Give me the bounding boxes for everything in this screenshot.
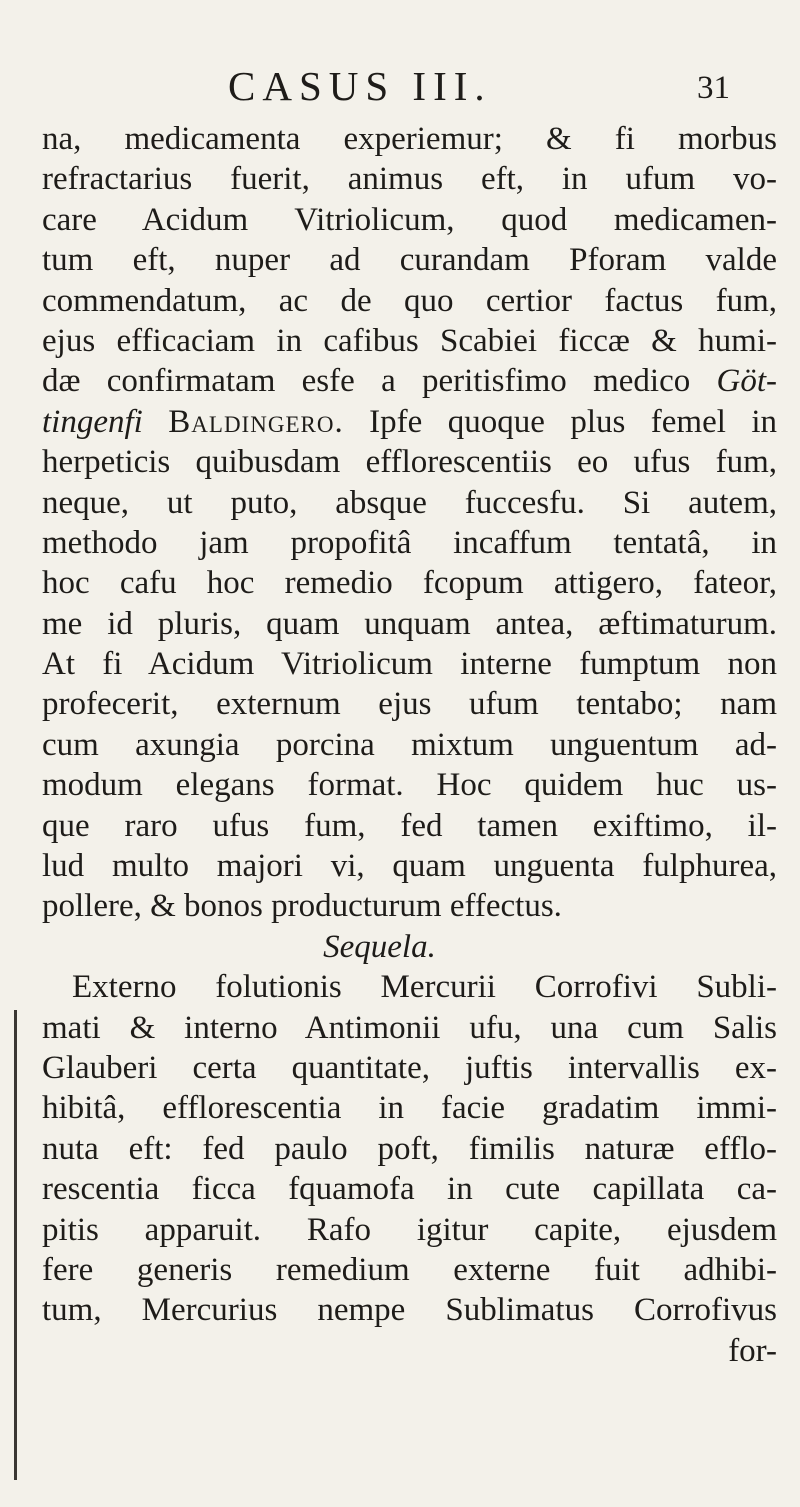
text-line: methodo jam propofitâ incaffum tentatâ, in [42, 524, 777, 561]
text-line: me id pluris, quam unquam antea, æftimaturum. [42, 605, 777, 642]
section-heading: Sequela. [323, 928, 436, 965]
text-line: na, medicamenta experiemur; & fi morbus [42, 121, 777, 157]
text-segment: dæ confirmatam esfe a peritisfimo medico [42, 363, 691, 400]
page-header [0, 62, 800, 112]
running-title: CASUS III. [228, 63, 492, 109]
text-line: tum eft, nuper ad curandam Pforam valde [42, 242, 777, 279]
text-line [42, 402, 777, 442]
text-line: hoc cafu hoc remedio fcopum attigero, fateor, [42, 565, 777, 602]
text-line: lud multo majori vi, quam unguenta fulphurea, [42, 848, 777, 885]
text-line: cum axungia porcina mixtum unguentum ad- [42, 726, 777, 763]
text-line: At fi Acidum Vitriolicum interne fumptum non [42, 646, 777, 683]
text-line: fere generis remedium externe fuit adhibi- [42, 1251, 777, 1288]
text-line: tum, Mercurius nempe Sublimatus Corrofivus [42, 1292, 777, 1329]
text-line: que raro ufus fum, fed tamen exiftimo, il- [42, 807, 777, 844]
text-line: hibitâ, efflorescentia in facie gradatim immi- [42, 1090, 777, 1127]
body-text [42, 119, 777, 1371]
text-line [42, 361, 777, 401]
italic-word: tingenfi [42, 403, 143, 440]
text-line: profecerit, externum ejus ufum tentabo; nam [42, 686, 777, 723]
text-line: care Acidum Vitriolicum, quod medicamen- [42, 201, 777, 238]
text-line: herpeticis quibusdam efflorescentiis eo ufus fum, [42, 444, 777, 481]
text-line: pitis apparuit. Rafo igitur capite, ejusdem [42, 1211, 777, 1248]
gutter-shadow [14, 1010, 17, 1480]
page-number: 31 [697, 70, 730, 106]
text-line: pollere, & bonos producturum effectus. [42, 888, 562, 925]
text-line: neque, ut puto, absque fuccesfu. Si autem, [42, 484, 777, 521]
italic-word: Göt- [716, 363, 777, 400]
text-line: refractarius fuerit, animus eft, in ufum vo- [42, 161, 777, 198]
text-segment: Ipfe quoque plus femel in [369, 403, 778, 440]
text-line: ejus efficaciam in cafibus Scabiei ficcæ & humi- [42, 322, 777, 359]
text-line: rescentia ficca fquamofa in cute capillata ca- [42, 1171, 777, 1208]
text-line: commendatum, ac de quo certior factus fum, [42, 282, 777, 319]
text-line: Glauberi certa quantitate, juftis intervallis ex- [42, 1049, 777, 1086]
catchword: for- [728, 1332, 777, 1369]
text-line: nuta eft: fed paulo poft, fimilis naturæ efflo- [42, 1130, 777, 1167]
text-line: Externo folutionis Mercurii Corrofivi Subli- [72, 969, 777, 1006]
text-line: mati & interno Antimonii ufu, una cum Salis [42, 1009, 777, 1046]
small-caps-name: Baldingero. [168, 403, 344, 440]
text-line: modum elegans format. Hoc quidem huc us- [42, 767, 777, 804]
